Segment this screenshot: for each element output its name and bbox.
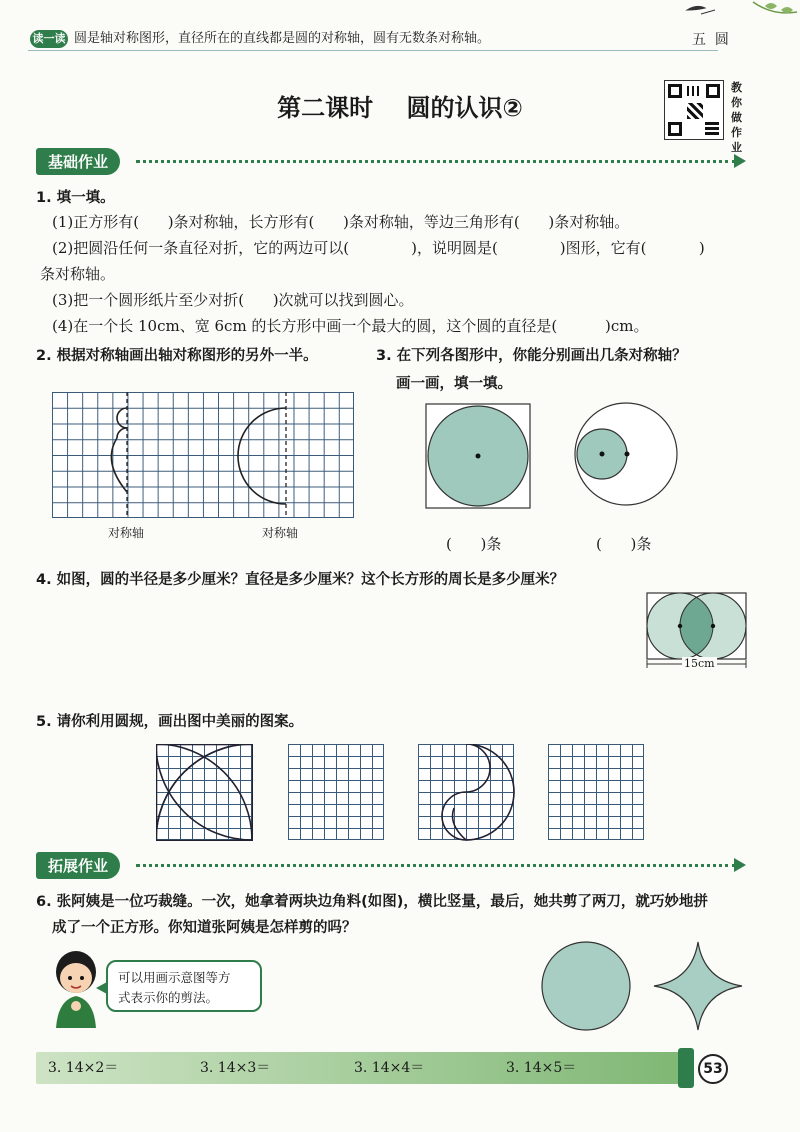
hint-bubble-tail (96, 982, 107, 994)
q2-axis-label-2: 对称轴 (262, 526, 299, 540)
q5-grid-2 (288, 744, 384, 840)
tip-badge (30, 30, 68, 48)
page-title: 第二课时 圆的认识② (277, 94, 523, 122)
qr-code[interactable] (664, 80, 724, 140)
q4-dimension: 15cm (684, 657, 715, 670)
q1-line-1: (1)正方形有( )条对称轴，长方形有( )条对称轴，等边三角形有( )条对称轴。 (52, 213, 630, 231)
q2-title: 2. 根据对称轴画出轴对称图形的另外一半。 (36, 348, 318, 364)
header-divider (28, 50, 718, 51)
q1-line-4: (3)把一个圆形纸片至少对折( )次就可以找到圆心。 (52, 291, 414, 309)
section-basic-arrow-icon (734, 154, 746, 168)
footer-calc-3: 3. 14×4＝ (354, 1060, 425, 1076)
hint-bubble (106, 960, 262, 1012)
q1-line-3: 条对称轴。 (40, 265, 116, 283)
section-extension-arrow-icon (734, 858, 746, 872)
tip-text: 圆是轴对称图形，直径所在的直线都是圆的对称轴，圆有无数条对称轴。 (74, 31, 491, 46)
tip-badge-label: 读一读 (32, 32, 66, 45)
q3-subtitle: 画一画，填一填。 (396, 376, 512, 392)
hint-bubble-line-2: 式表示你的剪法。 (118, 990, 219, 1005)
section-extension-dots (136, 864, 736, 867)
hint-bubble-line-1: 可以用画示意图等方 (118, 970, 231, 985)
unit-label: 五 圆 (692, 32, 729, 48)
q6-title-line-2: 成了一个正方形。你知道张阿姨是怎样剪的吗？ (52, 920, 357, 936)
q2-axis-label-1: 对称轴 (108, 526, 145, 540)
footer-calc-1: 3. 14×2＝ (48, 1060, 119, 1076)
q1-line-2: (2)把圆沿任何一条直径对折，它的两边可以( )，说明圆是( )图形，它有( ) (52, 239, 705, 257)
footer-calc-4: 3. 14×5＝ (506, 1060, 577, 1076)
section-basic-tag: 基础作业 (36, 148, 120, 175)
section-extension-tag: 拓展作业 (36, 852, 120, 879)
q4-title: 4. 如图，圆的半径是多少厘米？直径是多少厘米？这个长方形的周长是多少厘米？ (36, 572, 565, 588)
q3-blank-2: ( )条 (596, 535, 652, 553)
q3-title: 3. 在下列各图形中，你能分别画出几条对称轴？ (376, 348, 687, 364)
q6-shapes (540, 940, 750, 1035)
page-number: 53 (698, 1054, 728, 1084)
q2-drawing (52, 392, 356, 520)
q1-line-5: (4)在一个长 10cm、宽 6cm 的长方形中画一个最大的圆，这个圆的直径是( )cm。 (52, 317, 649, 335)
q3-figures (420, 400, 700, 515)
q5-title: 5. 请你利用圆规，画出图中美丽的图案。 (36, 714, 304, 730)
q5-pattern-1 (156, 744, 253, 841)
q5-pattern-3 (418, 744, 515, 841)
q1-title: 1. 填一填。 (36, 190, 115, 206)
leaf-decoration-icon (585, 0, 800, 40)
q6-title-line-1: 6. 张阿姨是一位巧裁缝。一次，她拿着两块边角料(如图)，横比竖量，最后，她共剪了两刀，就巧妙地拼 (36, 894, 708, 910)
footer-calc-2: 3. 14×3＝ (200, 1060, 271, 1076)
q5-grid-4 (548, 744, 644, 840)
q3-blank-1: ( )条 (446, 535, 502, 553)
footer-tab (678, 1048, 694, 1088)
section-basic-dots (136, 160, 736, 163)
qr-label: 教你做作业 (731, 81, 742, 154)
